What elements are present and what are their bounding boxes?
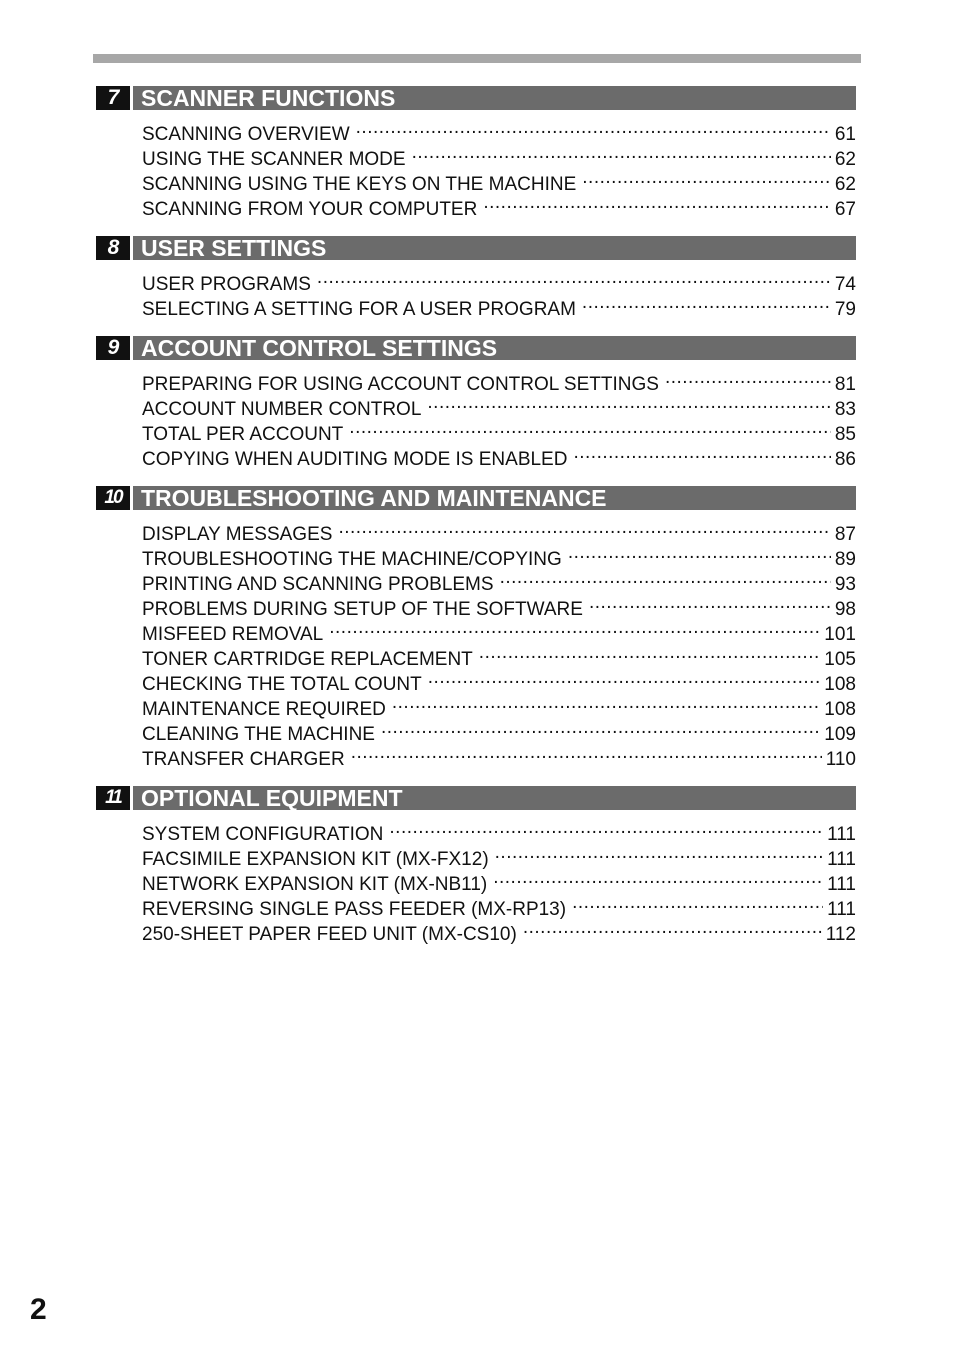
- page-number: 2: [30, 1293, 47, 1326]
- entry-label: CLEANING THE MACHINE: [142, 724, 375, 745]
- dot-leader: [338, 515, 830, 540]
- dot-leader: [523, 915, 822, 940]
- entry-label: PROBLEMS DURING SETUP OF THE SOFTWARE: [142, 599, 583, 620]
- dot-leader: [349, 415, 831, 440]
- entry-label: REVERSING SINGLE PASS FEEDER (MX-RP13): [142, 899, 567, 920]
- entry-page-number: 74: [834, 274, 856, 295]
- entry-page-number: 109: [824, 724, 856, 745]
- section-entries: [142, 265, 856, 320]
- dot-leader: [412, 140, 831, 165]
- entry-page-number: 67: [834, 199, 856, 220]
- section-title: USER SETTINGS: [133, 236, 856, 260]
- entry-page-number: 108: [824, 699, 856, 720]
- entry-page-number: 85: [834, 424, 856, 445]
- section-number: 10: [96, 486, 130, 510]
- entry-page-number: 111: [827, 874, 856, 895]
- entry-label: COPYING WHEN AUDITING MODE IS ENABLED: [142, 449, 568, 470]
- entry-page-number: 86: [834, 449, 856, 470]
- toc-section: [96, 486, 856, 770]
- entry-page-number: 93: [834, 574, 856, 595]
- dot-leader: [582, 290, 831, 315]
- entry-page-number: 112: [825, 924, 856, 945]
- section-number: 9: [96, 336, 130, 360]
- dot-leader: [329, 615, 820, 640]
- dot-leader: [495, 840, 823, 865]
- entry-label: CHECKING THE TOTAL COUNT: [142, 674, 422, 695]
- entry-label: TROUBLESHOOTING THE MACHINE/COPYING: [142, 549, 562, 570]
- section-title: SCANNER FUNCTIONS: [133, 86, 856, 110]
- dot-leader: [483, 190, 831, 215]
- section-header: [96, 486, 856, 510]
- entry-page-number: 108: [824, 674, 856, 695]
- toc-section: [96, 236, 856, 320]
- entry-label: FACSIMILE EXPANSION KIT (MX-FX12): [142, 849, 489, 870]
- section-header: [96, 86, 856, 110]
- entry-page-number: 61: [834, 124, 856, 145]
- entry-label: TOTAL PER ACCOUNT: [142, 424, 344, 445]
- dot-leader: [572, 890, 823, 915]
- section-entries: [142, 365, 856, 470]
- entry-page-number: 111: [827, 824, 856, 845]
- dot-leader: [493, 865, 823, 890]
- section-title: TROUBLESHOOTING AND MAINTENANCE: [133, 486, 856, 510]
- toc-entry: [142, 365, 856, 395]
- toc-section: [96, 86, 856, 220]
- section-entries: [142, 515, 856, 770]
- dot-leader: [392, 690, 820, 715]
- entry-label: ACCOUNT NUMBER CONTROL: [142, 399, 422, 420]
- entry-page-number: 101: [824, 624, 856, 645]
- section-header: [96, 236, 856, 260]
- dot-leader: [568, 540, 831, 565]
- section-number: 8: [96, 236, 130, 260]
- toc-section: [96, 786, 856, 945]
- section-title: ACCOUNT CONTROL SETTINGS: [133, 336, 856, 360]
- dot-leader: [389, 815, 823, 840]
- entry-page-number: 62: [834, 149, 856, 170]
- entry-label: PRINTING AND SCANNING PROBLEMS: [142, 574, 494, 595]
- section-header: [96, 336, 856, 360]
- entry-page-number: 89: [834, 549, 856, 570]
- entry-label: USER PROGRAMS: [142, 274, 311, 295]
- entry-label: SELECTING A SETTING FOR A USER PROGRAM: [142, 299, 576, 320]
- dot-leader: [573, 440, 830, 465]
- dot-leader: [589, 590, 831, 615]
- entry-page-number: 79: [834, 299, 856, 320]
- entry-label: SYSTEM CONFIGURATION: [142, 824, 384, 845]
- entry-page-number: 62: [834, 174, 856, 195]
- section-number: 11: [96, 786, 130, 810]
- entry-label: MAINTENANCE REQUIRED: [142, 699, 386, 720]
- toc-section: [96, 336, 856, 470]
- section-header: [96, 786, 856, 810]
- dot-leader: [500, 565, 831, 590]
- entry-label: PREPARING FOR USING ACCOUNT CONTROL SETTINGS: [142, 374, 659, 395]
- entry-label: DISPLAY MESSAGES: [142, 524, 333, 545]
- dot-leader: [351, 740, 822, 765]
- toc-entry: [142, 515, 856, 545]
- section-title: OPTIONAL EQUIPMENT: [133, 786, 856, 810]
- entry-page-number: 83: [834, 399, 856, 420]
- entry-label: SCANNING FROM YOUR COMPUTER: [142, 199, 478, 220]
- toc-entry: [142, 115, 856, 145]
- section-entries: [142, 115, 856, 220]
- section-entries: [142, 815, 856, 945]
- toc-entry: [142, 815, 856, 845]
- entry-label: USING THE SCANNER MODE: [142, 149, 406, 170]
- entry-page-number: 111: [827, 899, 856, 920]
- entry-label: TRANSFER CHARGER: [142, 749, 345, 770]
- toc-entry: [142, 265, 856, 295]
- dot-leader: [665, 365, 831, 390]
- dot-leader: [428, 665, 821, 690]
- entry-label: SCANNING USING THE KEYS ON THE MACHINE: [142, 174, 577, 195]
- section-number: 7: [96, 86, 130, 110]
- entry-page-number: 110: [825, 749, 856, 770]
- entry-page-number: 98: [834, 599, 856, 620]
- entry-label: SCANNING OVERVIEW: [142, 124, 350, 145]
- dot-leader: [427, 390, 830, 415]
- entry-page-number: 111: [827, 849, 856, 870]
- entry-label: MISFEED REMOVAL: [142, 624, 324, 645]
- dot-leader: [479, 640, 821, 665]
- dot-leader: [317, 265, 831, 290]
- dot-leader: [381, 715, 820, 740]
- entry-page-number: 87: [834, 524, 856, 545]
- top-rule: [93, 54, 861, 63]
- entry-page-number: 105: [824, 649, 856, 670]
- entry-label: 250-SHEET PAPER FEED UNIT (MX-CS10): [142, 924, 517, 945]
- dot-leader: [356, 115, 831, 140]
- table-of-contents: [96, 86, 856, 961]
- entry-label: NETWORK EXPANSION KIT (MX-NB11): [142, 874, 488, 895]
- dot-leader: [582, 165, 831, 190]
- entry-page-number: 81: [834, 374, 856, 395]
- entry-label: TONER CARTRIDGE REPLACEMENT: [142, 649, 473, 670]
